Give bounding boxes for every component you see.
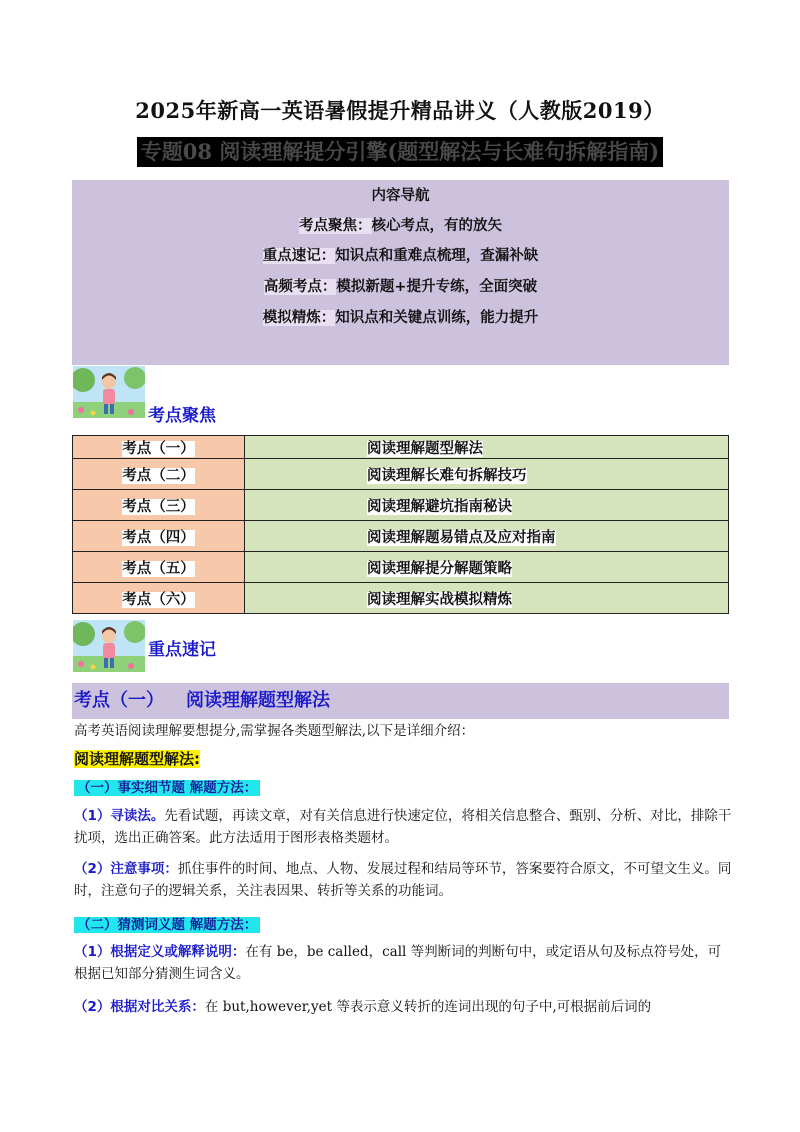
nav-line: 考点聚焦：核心考点，有的放矢 — [299, 218, 502, 234]
table-row: 考点（五） 阅读理解提分解题策略 — [73, 552, 729, 583]
table-row: 考点（三） 阅读理解避坑指南秘诀 — [73, 490, 729, 521]
document-subtitle: 专题08 阅读理解提分引擎(题型解法与长难句拆解指南) — [137, 137, 663, 167]
method-heading: 阅读理解题型解法: — [74, 750, 200, 768]
paragraph: （1）根据定义或解释说明：在有 be，be called，call 等判断词的判断句中，或定语从句及标点符号处，可根据已知部分猜测生词含义。 — [74, 944, 722, 982]
document-title: 2025年新高一英语暑假提升精品讲义（人教版2019） — [135, 98, 665, 123]
table-row: 考点（六） 阅读理解实战模拟精炼 — [73, 583, 729, 614]
nav-line: 高频考点：模拟新题+提升专练，全面突破 — [263, 279, 538, 295]
table-row: 考点（一） 阅读理解题型解法 — [73, 436, 729, 459]
girl-illustration-icon — [73, 620, 145, 672]
intro-paragraph: 高考英语阅读理解要想提分,需掌握各类题型解法,以下是详细介绍： — [74, 723, 475, 739]
content-navigation — [72, 180, 729, 365]
paragraph: （1）寻读法。先看试题，再读文章，对有关信息进行快速定位，将相关信息整合、甄别、分析、对比，排除干扰项，选出正确答案。此方法适用于图形表格类题材。 — [74, 808, 732, 846]
subsection-heading: （一）事实细节题 解题方法： — [74, 780, 260, 796]
point-one-title: 阅读理解题型解法 — [186, 690, 330, 711]
section-notes-heading: 重点速记 — [148, 640, 216, 660]
table-row: 考点（四） 阅读理解题易错点及应对指南 — [73, 521, 729, 552]
nav-line: 重点速记：知识点和重难点梳理，查漏补缺 — [262, 248, 539, 264]
girl-illustration-icon — [73, 366, 145, 418]
subsection-heading: （二）猜测词义题 解题方法： — [74, 917, 260, 933]
point-one-bar — [72, 683, 729, 719]
paragraph: （2）注意事项：抓住事件的时间、地点、人物、发展过程和结局等环节，答案要符合原文，不可望文生义。同时，注意句子的逻辑关系，关注表因果、转折等关系的功能词。 — [74, 861, 732, 899]
table-row: 考点（二） 阅读理解长难句拆解技巧 — [73, 459, 729, 490]
section-focus-heading: 考点聚焦 — [148, 406, 216, 426]
point-one-label: 考点（一） — [74, 690, 164, 711]
nav-line: 模拟精炼：知识点和关键点训练，能力提升 — [262, 310, 539, 326]
points-table — [72, 435, 729, 614]
nav-title: 内容导航 — [371, 188, 430, 204]
paragraph: （2）根据对比关系：在 but,however,yet 等表示意义转折的连词出现的句子中,可根据前后词的 — [74, 999, 652, 1015]
